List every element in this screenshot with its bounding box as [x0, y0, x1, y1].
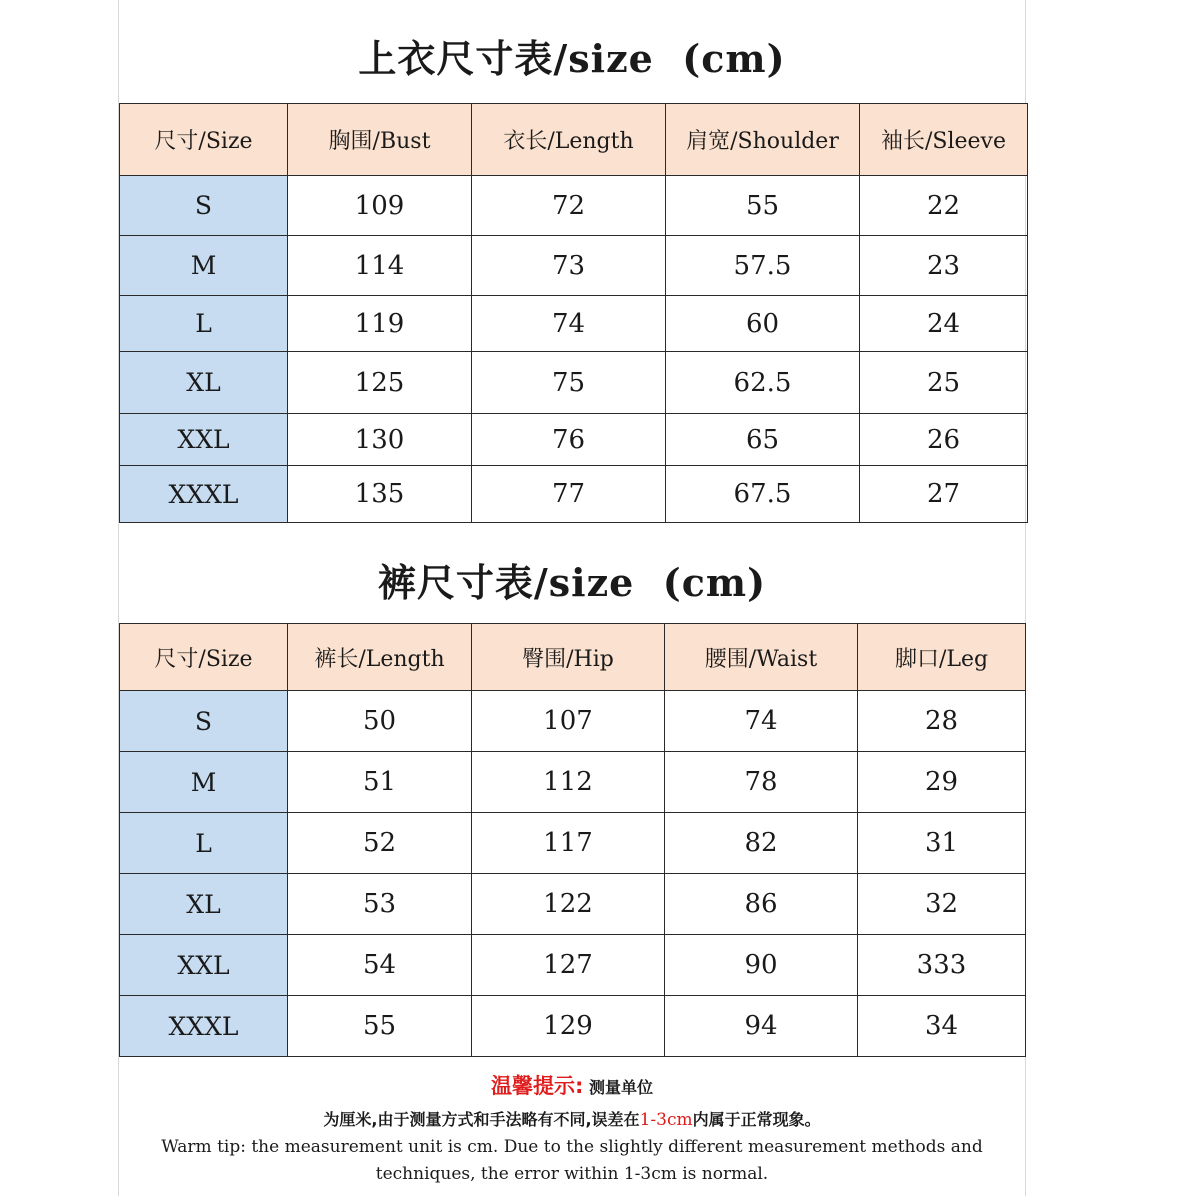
- measurement-tip: [119, 1068, 1025, 1188]
- tip-english-line-2: techniques, the error within 1-3cm is normal.: [375, 1164, 769, 1184]
- sleeve-value: 23: [860, 236, 1028, 296]
- waist-value: 86: [665, 874, 858, 935]
- shoulder-value: 65: [666, 414, 860, 466]
- tip-line-1: [119, 1068, 1025, 1106]
- bust-value: 130: [288, 414, 472, 466]
- shoulder-value: 57.5: [666, 236, 860, 296]
- size-label: M: [120, 752, 288, 813]
- table-row: [120, 296, 1028, 352]
- table-row: [120, 691, 1026, 752]
- waist-value: 78: [665, 752, 858, 813]
- tip-english-line-1: Warm tip: the measurement unit is cm. Due to the slightly different measurement methods and: [161, 1137, 983, 1157]
- hip-value: 107: [472, 691, 665, 752]
- size-label: L: [120, 813, 288, 874]
- sleeve-value: 25: [860, 352, 1028, 414]
- table-row: [120, 752, 1026, 813]
- table-row: [120, 466, 1028, 523]
- hip-value: 129: [472, 996, 665, 1057]
- leg-value: 28: [858, 691, 1026, 752]
- tip-error-range: 1-3cm: [639, 1110, 693, 1130]
- size-label: XXL: [120, 935, 288, 996]
- bust-value: 125: [288, 352, 472, 414]
- header-bust: 胸围/Bust: [288, 104, 472, 176]
- header-length: 衣长/Length: [472, 104, 666, 176]
- waist-value: 74: [665, 691, 858, 752]
- hip-value: 127: [472, 935, 665, 996]
- size-label: L: [120, 296, 288, 352]
- length-value: 53: [288, 874, 472, 935]
- waist-value: 82: [665, 813, 858, 874]
- hip-value: 117: [472, 813, 665, 874]
- table-row: [120, 874, 1026, 935]
- header-shoulder: 肩宽/Shoulder: [666, 104, 860, 176]
- tops-size-title: 上衣尺寸表/size (cm): [358, 36, 786, 81]
- leg-value: 34: [858, 996, 1026, 1057]
- sleeve-value: 24: [860, 296, 1028, 352]
- hip-value: 112: [472, 752, 665, 813]
- table-row: [120, 236, 1028, 296]
- hip-value: 122: [472, 874, 665, 935]
- size-label: XXXL: [120, 996, 288, 1057]
- header-leg: 脚口/Leg: [858, 624, 1026, 691]
- shoulder-value: 62.5: [666, 352, 860, 414]
- shoulder-value: 60: [666, 296, 860, 352]
- header-size: 尺寸/Size: [120, 104, 288, 176]
- size-label: XL: [120, 874, 288, 935]
- header-size: 尺寸/Size: [120, 624, 288, 691]
- sleeve-value: 22: [860, 176, 1028, 236]
- size-label: M: [120, 236, 288, 296]
- tip-line2-before: 为厘米,由于测量方式和手法略有不同,误差在: [323, 1110, 640, 1129]
- header-waist: 腰围/Waist: [665, 624, 858, 691]
- bust-value: 114: [288, 236, 472, 296]
- header-length: 裤长/Length: [288, 624, 472, 691]
- bust-value: 135: [288, 466, 472, 523]
- sleeve-value: 26: [860, 414, 1028, 466]
- size-label: S: [120, 691, 288, 752]
- tip-line-2: [119, 1106, 1025, 1134]
- leg-value: 31: [858, 813, 1026, 874]
- size-label: S: [120, 176, 288, 236]
- tops-size-table: [119, 103, 1028, 523]
- length-value: 75: [472, 352, 666, 414]
- size-label: XXL: [120, 414, 288, 466]
- sleeve-value: 27: [860, 466, 1028, 523]
- length-value: 51: [288, 752, 472, 813]
- length-value: 54: [288, 935, 472, 996]
- table-header-row: [120, 624, 1026, 691]
- size-label: XXXL: [120, 466, 288, 523]
- table-row: [120, 935, 1026, 996]
- waist-value: 90: [665, 935, 858, 996]
- table-row: [120, 414, 1028, 466]
- table-row: [120, 176, 1028, 236]
- size-chart-sheet: [118, 0, 1026, 1196]
- header-sleeve: 袖长/Sleeve: [860, 104, 1028, 176]
- pants-size-title: 裤尺寸表/size (cm): [377, 560, 767, 605]
- length-value: 73: [472, 236, 666, 296]
- length-value: 77: [472, 466, 666, 523]
- leg-value: 32: [858, 874, 1026, 935]
- tip-line2-after: 内属于正常现象。: [692, 1110, 821, 1129]
- table-row: [120, 352, 1028, 414]
- bust-value: 109: [288, 176, 472, 236]
- shoulder-value: 55: [666, 176, 860, 236]
- bust-value: 119: [288, 296, 472, 352]
- table-header-row: [120, 104, 1028, 176]
- table-row: [120, 996, 1026, 1057]
- length-value: 52: [288, 813, 472, 874]
- length-value: 72: [472, 176, 666, 236]
- tip-line1-text: 测量单位: [588, 1078, 653, 1097]
- waist-value: 94: [665, 996, 858, 1057]
- leg-value: 29: [858, 752, 1026, 813]
- pants-size-table: [119, 623, 1026, 1057]
- size-label: XL: [120, 352, 288, 414]
- length-value: 76: [472, 414, 666, 466]
- length-value: 50: [288, 691, 472, 752]
- tip-label: 温馨提示:: [491, 1074, 584, 1098]
- length-value: 55: [288, 996, 472, 1057]
- table-row: [120, 813, 1026, 874]
- leg-value: 333: [858, 935, 1026, 996]
- shoulder-value: 67.5: [666, 466, 860, 523]
- header-hip: 臀围/Hip: [472, 624, 665, 691]
- length-value: 74: [472, 296, 666, 352]
